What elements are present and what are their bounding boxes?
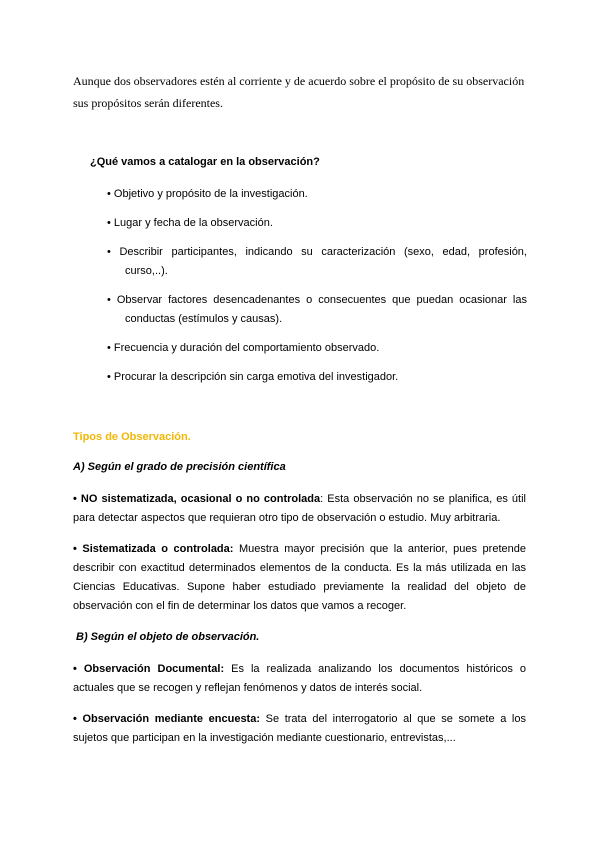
term-text: : Esta observación no se planifica, es útil para detectar aspectos que requieran otro tipo de observación o estudio. Muy arbitraria. bbox=[73, 493, 526, 524]
term-label: • Observación mediante encuesta: bbox=[73, 713, 261, 725]
term-label: • NO sistematizada, ocasional o no controlada bbox=[73, 493, 321, 505]
intro-paragraph: Aunque dos observadores estén al corriente y de acuerdo sobre el propósito de su observación sus propósitos serán diferentes. bbox=[73, 74, 525, 110]
term-text: Es la realizada analizando los documentos históricos o actuales que se recogen y reflejan fenómenos y datos de interés social. bbox=[73, 663, 526, 694]
paragraph-encuesta bbox=[73, 710, 526, 748]
list-item: • Lugar y fecha de la observación. bbox=[107, 217, 273, 229]
list-item: • Observar factores desencadenantes o consecuentes que puedan ocasionar las conductas (estímulos y causas). bbox=[107, 294, 527, 325]
term-text: Muestra mayor precisión que la anterior, pues pretende describir con exactitud determinados elementos de la conducta. Es la más utilizada en las Ciencias Educativas. Supone haber estudiado previamente la realidad del objeto de observación con el fin de determinar los datos que vamos a recoger. bbox=[73, 543, 526, 612]
term-label: • Observación Documental: bbox=[73, 663, 225, 675]
subheading-a: A) Según el grado de precisión científica bbox=[73, 461, 286, 473]
list-item: • Describir participantes, indicando su caracterización (sexo, edad, profesión, curso,..). bbox=[107, 246, 527, 277]
term-label: • Sistematizada o controlada: bbox=[73, 543, 234, 555]
catalog-list bbox=[107, 185, 527, 397]
subheading-b: B) Según el objeto de observación. bbox=[76, 631, 260, 643]
catalog-heading: ¿Qué vamos a catalogar en la observación? bbox=[90, 156, 320, 168]
paragraph-documental bbox=[73, 660, 526, 698]
section-title: Tipos de Observación. bbox=[73, 431, 191, 443]
list-item: • Objetivo y propósito de la investigación. bbox=[107, 188, 308, 200]
paragraph-no-sistematizada bbox=[73, 490, 526, 528]
list-item: • Procurar la descripción sin carga emotiva del investigador. bbox=[107, 371, 399, 383]
term-text: Se trata del interrogatorio al que se somete a los sujetos que participan en la investigación mediante cuestionario, entrevistas,... bbox=[73, 713, 526, 744]
paragraph-sistematizada bbox=[73, 540, 526, 616]
list-item: • Frecuencia y duración del comportamiento observado. bbox=[107, 342, 380, 354]
